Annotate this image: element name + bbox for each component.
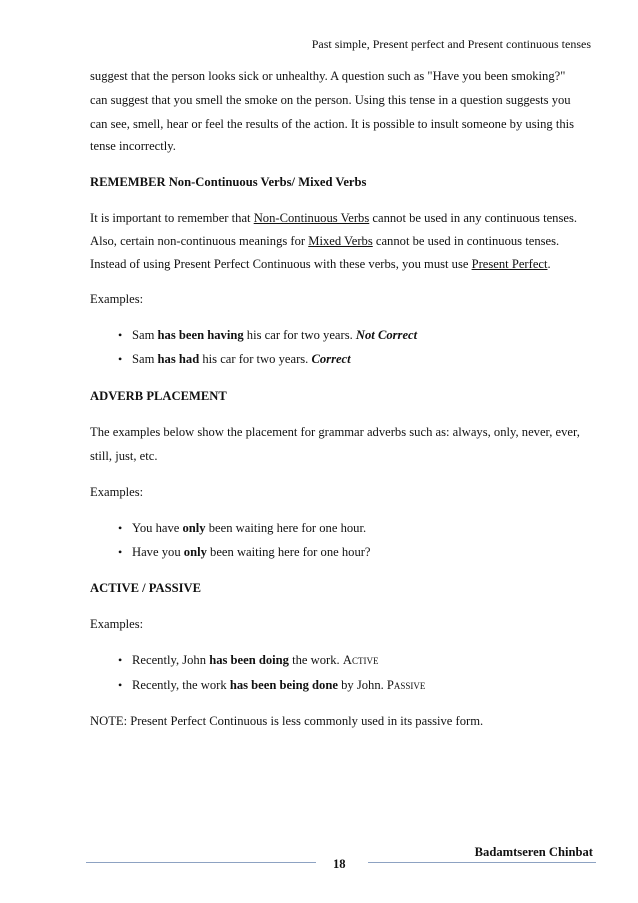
- remember-line-1-text-a: It is important to remember that: [90, 211, 254, 225]
- bullet-icon: •: [118, 678, 123, 692]
- running-header: Past simple, Present perfect and Present continuous tenses: [311, 37, 591, 51]
- example-text: Have you: [132, 545, 184, 559]
- example-adverb: only: [183, 545, 207, 559]
- author-name: Badamtseren Chinbat: [474, 845, 593, 859]
- passive-example-2: [132, 677, 425, 693]
- remember-line-2-text-a: Also, certain non-continuous meanings for: [90, 234, 309, 248]
- mixed-verbs-link[interactable]: Mixed Verbs: [308, 234, 373, 248]
- bullet-icon: •: [118, 545, 123, 559]
- passive-note: NOTE: Present Perfect Continuous is less commonly used in its passive form.: [90, 714, 484, 728]
- remember-example-2: [132, 351, 351, 367]
- adverb-example-1: [132, 520, 366, 536]
- example-text: his car for two years.: [243, 328, 356, 342]
- present-perfect-link[interactable]: Present Perfect: [471, 257, 548, 271]
- remember-line-1-text-b: cannot be used in any continuous tenses.: [369, 211, 578, 225]
- adverb-examples-label: Examples:: [90, 485, 144, 499]
- adverb-example-2: [132, 544, 371, 560]
- adverb-line-2: still, just, etc.: [90, 449, 158, 463]
- voice-label: Passive: [386, 678, 426, 692]
- remember-line-3: [90, 256, 551, 272]
- page-number: 18: [333, 857, 346, 871]
- intro-line-2: can suggest that you smell the smoke on the person. Using this tense in a question suggests you: [90, 93, 571, 107]
- adverb-line-1: The examples below show the placement for grammar adverbs such as: always, only, never, ever,: [90, 425, 580, 439]
- remember-line-3-text-b: .: [547, 257, 551, 271]
- example-text: the work.: [288, 653, 343, 667]
- example-verdict: Not Correct: [355, 328, 418, 342]
- example-verb: has been having: [157, 328, 244, 342]
- bullet-icon: •: [118, 521, 123, 535]
- remember-line-3-text-a: Instead of using Present Perfect Continuous with these verbs, you must use: [90, 257, 472, 271]
- example-text: been waiting here for one hour.: [205, 521, 367, 535]
- footer-rule-left: [86, 862, 316, 863]
- remember-line-2-text-b: cannot be used in continuous tenses.: [372, 234, 560, 248]
- remember-examples-label: Examples:: [90, 292, 144, 306]
- example-adverb: only: [182, 521, 206, 535]
- remember-line-2: [90, 233, 559, 249]
- passive-examples-label: Examples:: [90, 617, 144, 631]
- bullet-icon: •: [118, 653, 123, 667]
- example-verb: has been being done: [229, 678, 338, 692]
- example-text: Sam: [132, 328, 158, 342]
- example-text: Recently, the work: [132, 678, 230, 692]
- example-text: Recently, John: [132, 653, 210, 667]
- active-passive-heading: ACTIVE / PASSIVE: [90, 581, 202, 595]
- adverb-heading: ADVERB PLACEMENT: [90, 389, 227, 403]
- intro-line-4: tense incorrectly.: [90, 139, 176, 153]
- intro-line-3: can see, smell, hear or feel the results of the action. It is possible to insult someone by using this: [90, 117, 575, 131]
- remember-example-1: [132, 327, 417, 343]
- example-text: been waiting here for one hour?: [206, 545, 371, 559]
- example-verb: has been doing: [209, 653, 289, 667]
- voice-label: Active: [342, 653, 379, 667]
- bullet-icon: •: [118, 328, 123, 342]
- passive-example-1: [132, 652, 378, 668]
- example-text: Sam: [132, 352, 158, 366]
- intro-line-1: suggest that the person looks sick or unhealthy. A question such as "Have you been smoking?": [90, 69, 566, 83]
- example-text: You have: [132, 521, 183, 535]
- example-verdict: Correct: [311, 352, 351, 366]
- remember-line-1: [90, 210, 577, 226]
- example-text: by John.: [337, 678, 387, 692]
- bullet-icon: •: [118, 352, 123, 366]
- remember-heading: REMEMBER Non-Continuous Verbs/ Mixed Verbs: [90, 175, 367, 189]
- footer-rule-right: [368, 862, 596, 863]
- example-text: his car for two years.: [199, 352, 312, 366]
- non-continuous-verbs-link[interactable]: Non-Continuous Verbs: [253, 211, 370, 225]
- example-verb: has had: [157, 352, 200, 366]
